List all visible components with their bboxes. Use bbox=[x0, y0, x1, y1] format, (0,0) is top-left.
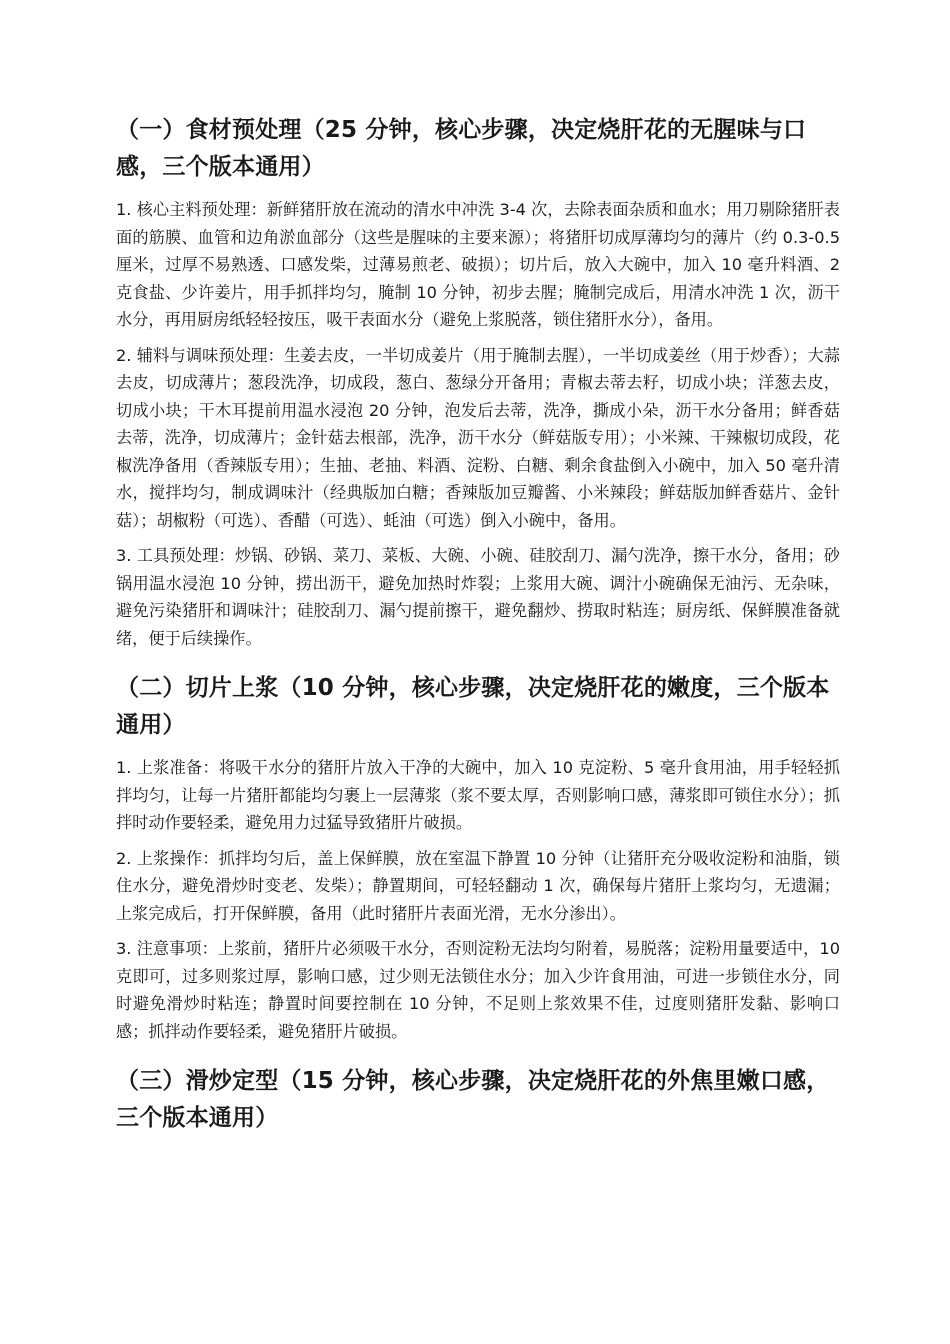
paragraph: 3. 注意事项：上浆前，猪肝片必须吸干水分，否则淀粉无法均匀附着，易脱落；淀粉用量要适中，10 克即可，过多则浆过厚，影响口感，过少则无法锁住水分；加入少许食用油，可进一步锁住水分，同时避免滑炒时粘连；静置时间要控制在 10 分钟，不足则上浆效果不佳，过度则猪肝发黏、影响口感；抓拌动作要轻柔，避免猪肝片破损。 bbox=[116, 939, 840, 1041]
paragraph: 2. 辅料与调味预处理：生姜去皮，一半切成姜片（用于腌制去腥），一半切成姜丝（用于炒香）；大蒜去皮，切成薄片；葱段洗净，切成段，葱白、葱绿分开备用；青椒去蒂去籽，切成小块；洋葱去皮，切成小块；干木耳提前用温水浸泡 20 分钟，泡发后去蒂，洗净，撕成小朵，沥干水分备用；鲜香菇去蒂，洗净，切成薄片；金针菇去根部，洗净，沥干水分（鲜菇版专用）；小米辣、干辣椒切成段，花椒洗净备用（香辣版专用）；生抽、老抽、料酒、淀粉、白糖、剩余食盐倒入小碗中，加入 50 毫升清水，搅拌均匀，制成调味汁（经典版加白糖；香辣版加豆瓣酱、小米辣段；鲜菇版加鲜香菇片、金针菇）；胡椒粉（可选）、香醋（可选）、蚝油（可选）倒入小碗中，备用。 bbox=[116, 345, 840, 530]
paragraph: 2. 上浆操作：抓拌均匀后，盖上保鲜膜，放在室温下静置 10 分钟（让猪肝充分吸收淀粉和油脂，锁住水分，避免滑炒时变老、发柴）；静置期间，可轻轻翻动 1 次，确保每片猪肝上浆均匀，无遗漏；上浆完成后，打开保鲜膜，备用（此时猪肝片表面光滑，无水分渗出）。 bbox=[116, 848, 840, 923]
section-prep bbox=[116, 112, 840, 652]
section-stir-fry bbox=[116, 1063, 840, 1137]
section-heading: （一）食材预处理（25 分钟，核心步骤，决定烧肝花的无腥味与口感，三个版本通用） bbox=[116, 117, 807, 180]
paragraph: 1. 上浆准备：将吸干水分的猪肝片放入干净的大碗中，加入 10 克淀粉、5 毫升食用油，用手轻轻抓拌均匀，让每一片猪肝都能均匀裹上一层薄浆（浆不要太厚，否则影响口感，薄浆即可锁住水分）；抓拌时动作要轻柔，避免用力过猛导致猪肝片破损。 bbox=[116, 758, 840, 832]
paragraph: 3. 工具预处理：炒锅、砂锅、菜刀、菜板、大碗、小碗、硅胶刮刀、漏勺洗净，擦干水分，备用；砂锅用温水浸泡 10 分钟，捞出沥干，避免加热时炸裂；上浆用大碗、调汁小碗确保无油污、无杂味，避免污染猪肝和调味汁；硅胶刮刀、漏勺提前擦干，避免翻炒、捞取时粘连；厨房纸、保鲜膜准备就绪，便于后续操作。 bbox=[116, 546, 840, 648]
section-heading: （二）切片上浆（10 分钟，核心步骤，决定烧肝花的嫩度，三个版本通用） bbox=[116, 675, 830, 738]
document-page bbox=[116, 112, 840, 1147]
section-heading: （三）滑炒定型（15 分钟，核心步骤，决定烧肝花的外焦里嫩口感，三个版本通用） bbox=[116, 1068, 830, 1131]
section-coating bbox=[116, 670, 840, 1045]
paragraph: 1. 核心主料预处理：新鲜猪肝放在流动的清水中冲洗 3-4 次，去除表面杂质和血水；用刀剔除猪肝表面的筋膜、血管和边角淤血部分（这些是腥味的主要来源）；将猪肝切成厚薄均匀的薄片（约 0.3-0.5 厘米，过厚不易熟透、口感发柴，过薄易煎老、破损）；切片后，放入大碗中，加入 10 毫升料酒、2 克食盐、少许姜片，用手抓拌均匀，腌制 10 分钟，初步去腥；腌制完成后，用清水冲洗 1 次，沥干水分，再用厨房纸轻轻按压，吸干表面水分（避免上浆脱落，锁住猪肝水分），备用。 bbox=[116, 200, 840, 329]
